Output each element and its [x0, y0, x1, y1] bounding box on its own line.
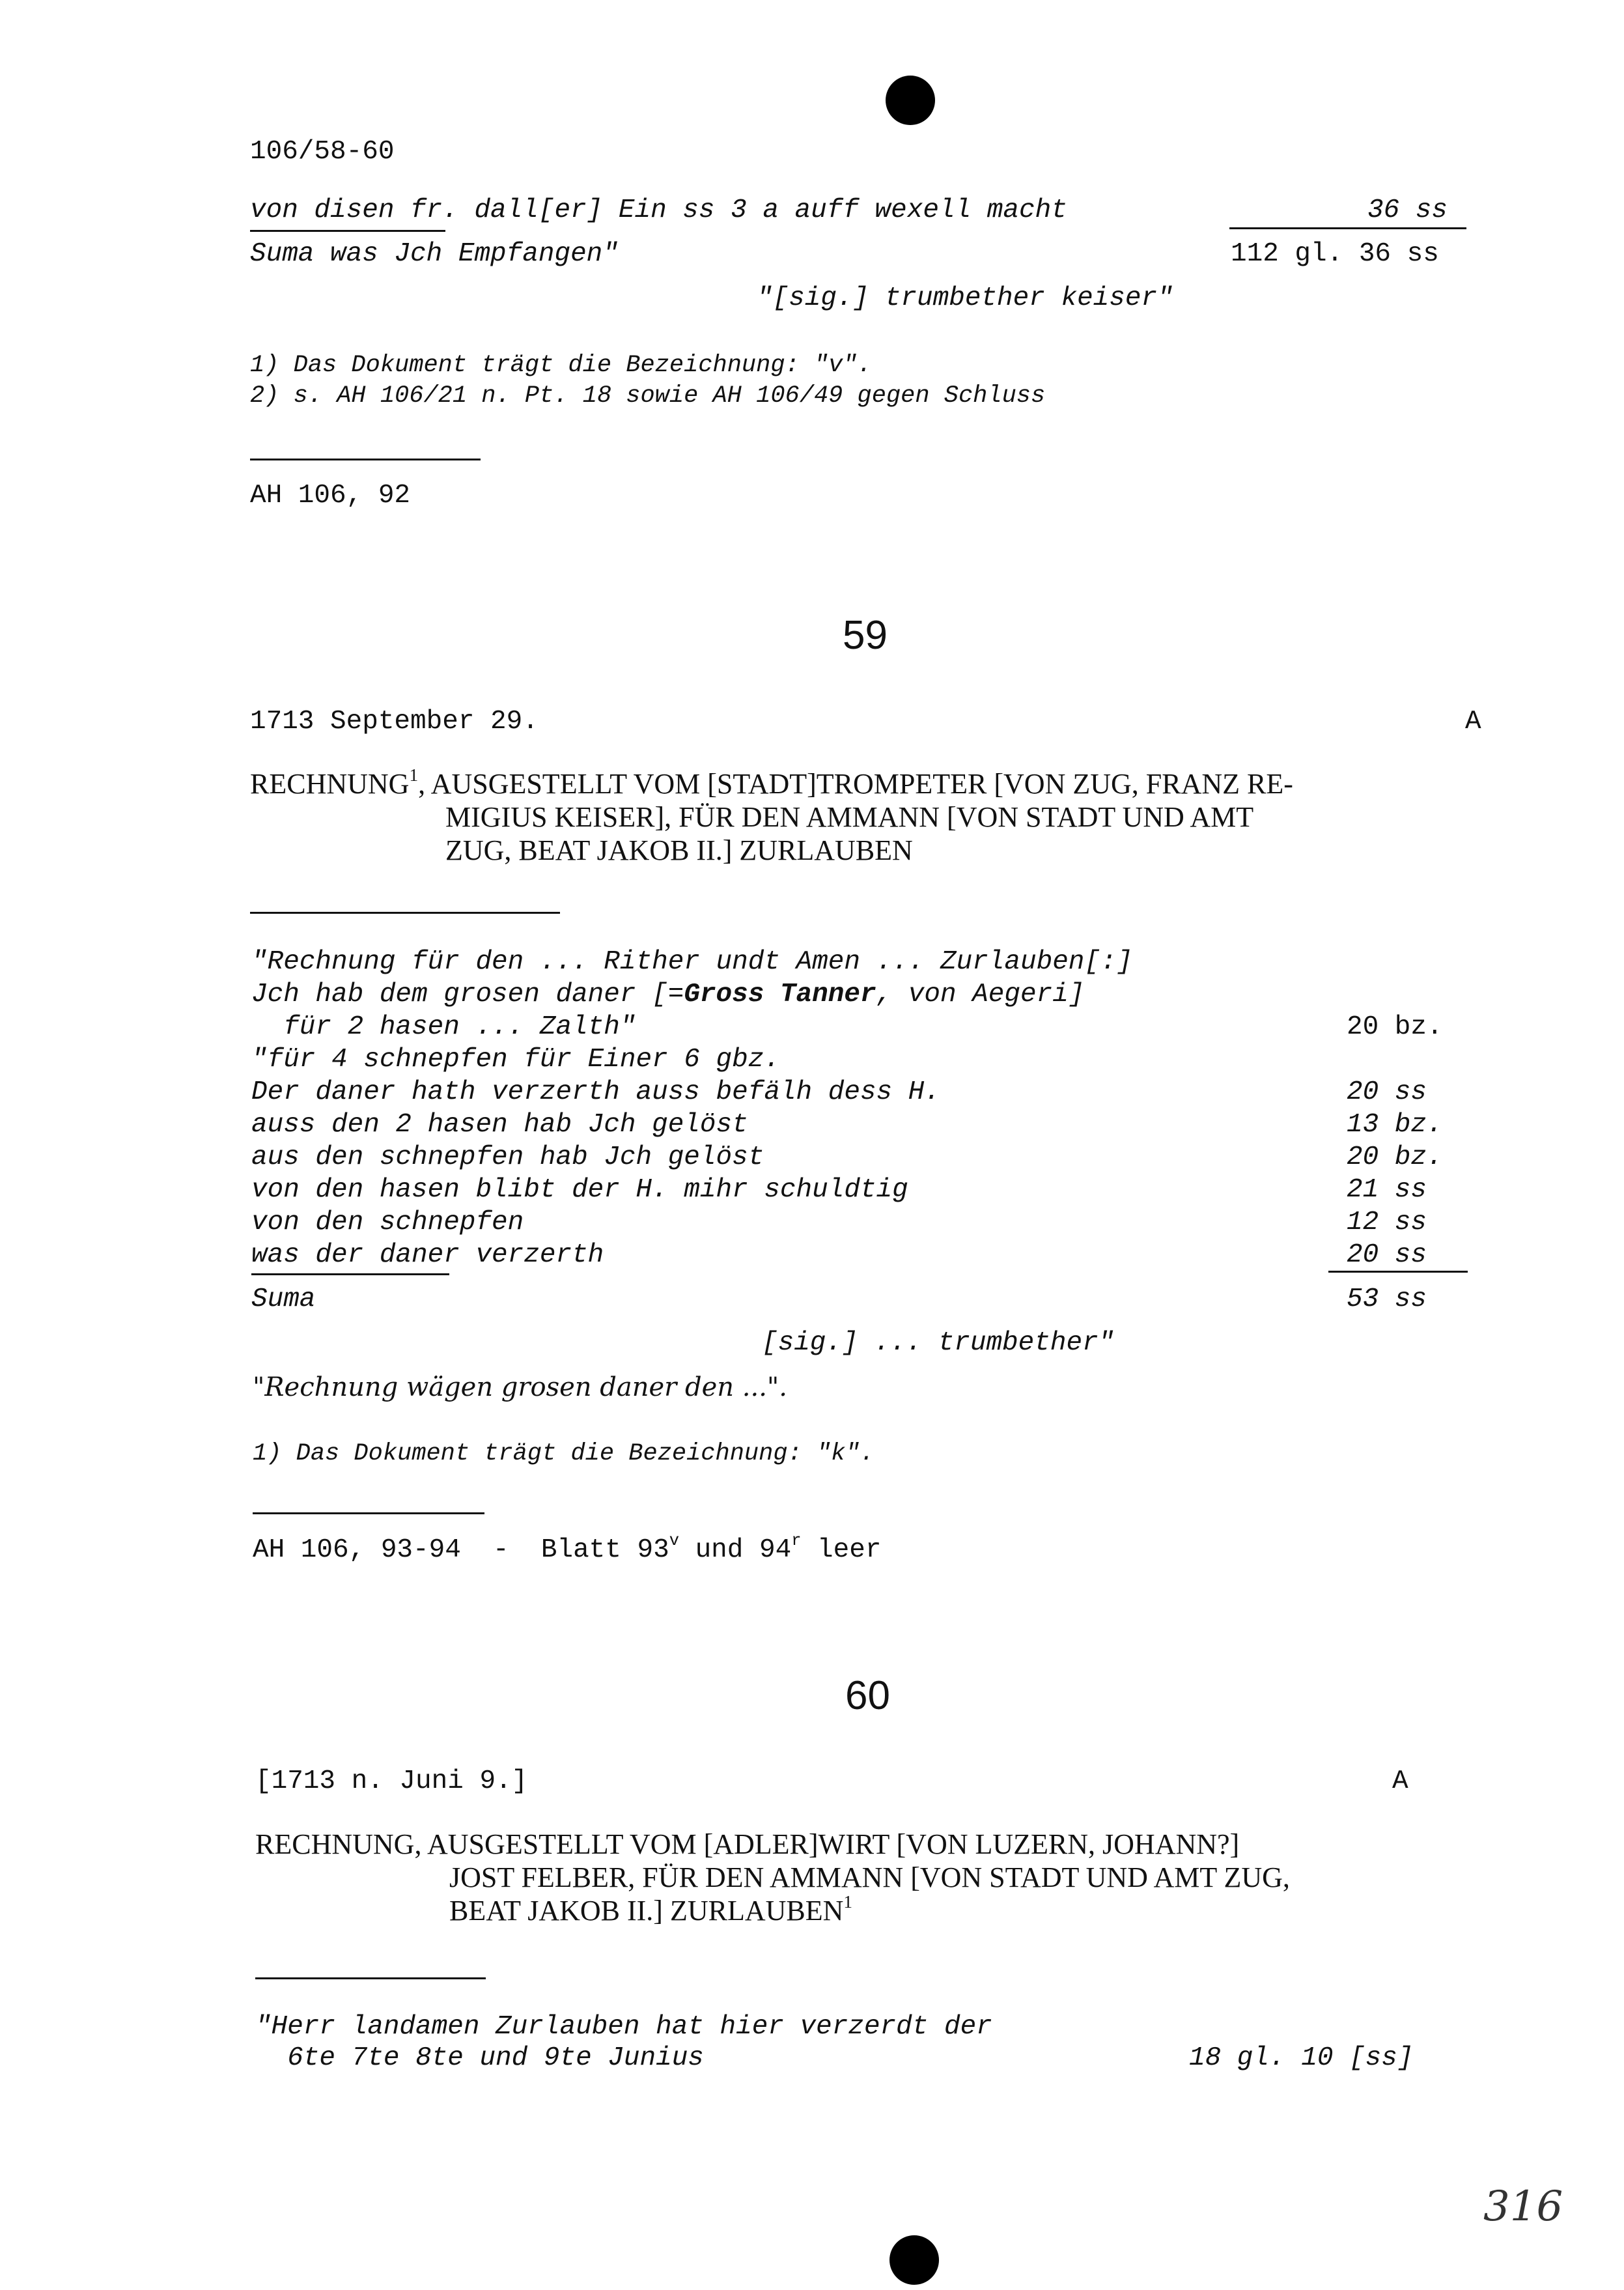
document-number: 60 — [845, 1673, 890, 1718]
transcript-line: was der daner verzerth — [251, 1240, 604, 1270]
amount: 12 ss — [1347, 1208, 1427, 1237]
archive-source: AH 106, 93-94 - Blatt 93$^v$ und 94$^r$ leer — [253, 1531, 882, 1565]
sum-label: Suma — [251, 1284, 316, 1314]
separator-rule — [250, 912, 560, 914]
handwritten-page-number: 316 — [1483, 2183, 1563, 2231]
document-date: 1713 September 29. — [250, 707, 539, 737]
document-title-line: MIGIUS KEISER], FÜR DEN AMMANN [VON STADT UND AMT — [445, 801, 1254, 833]
document-title-line: BEAT JAKOB II.] ZURLAUBEN$^1$ — [449, 1891, 853, 1927]
separator-rule — [253, 1512, 484, 1514]
signature-line: [sig.] ... trumbether" — [762, 1328, 1115, 1358]
punch-hole-bottom — [889, 2235, 939, 2285]
transcript-line: 6te 7te 8te und 9te Junius — [255, 2043, 704, 2073]
transcript-line: "Rechnung für den ... Rither undt Amen ... Zurlauben[:] — [251, 947, 1133, 977]
archive-source: AH 106, 92 — [250, 481, 411, 511]
transcript-line: "Herr landamen Zurlauben hat hier verzerdt der — [255, 2012, 992, 2042]
footnote: 2) s. AH 106/21 n. Pt. 18 sowie AH 106/49 gegen Schluss — [250, 382, 1046, 410]
sum-rule — [1328, 1271, 1468, 1273]
underline — [251, 1273, 449, 1275]
transcript-line: "für 4 schnepfen für Einer 6 gbz. — [251, 1045, 780, 1075]
document-date: [1713 n. Juni 9.] — [255, 1766, 528, 1796]
transcript-line: von den hasen blibt der H. mihr schuldtig — [251, 1175, 908, 1205]
amount: 20 ss — [1347, 1240, 1427, 1270]
amount: 20 ss — [1347, 1077, 1427, 1107]
amount: 20 bz. — [1347, 1142, 1443, 1172]
signature-line: "[sig.] trumbether keiser" — [757, 283, 1173, 313]
endorsement-line: "Rechnung wägen grosen daner den ...". — [253, 1372, 788, 1402]
sum-rule — [1229, 227, 1466, 229]
transcript-line: Jch hab dem grosen daner [=Gross Tanner, von Aegeri] — [251, 980, 1085, 1010]
reference-number: 106/58-60 — [250, 137, 395, 167]
punch-hole-top — [886, 76, 935, 125]
transcript-line: auss den 2 hasen hab Jch gelöst — [251, 1110, 748, 1140]
amount: 13 bz. — [1347, 1110, 1443, 1140]
amount: 20 bz. — [1347, 1012, 1443, 1042]
transcript-line: Suma was Jch Empfangen" — [250, 239, 619, 269]
document-number: 59 — [843, 613, 888, 658]
transcript-line: von disen fr. dall[er] Ein ss 3 a auff wexell macht — [250, 195, 1067, 225]
amount: 21 ss — [1347, 1175, 1427, 1205]
transcript-line: für 2 hasen ... Zalth" — [251, 1012, 636, 1042]
underline — [250, 230, 445, 232]
document-title-line: ZUG, BEAT JAKOB II.] ZURLAUBEN — [445, 834, 913, 866]
document-title-line: JOST FELBER, FÜR DEN AMMANN [VON STADT UND AMT ZUG, — [449, 1861, 1290, 1893]
footnote: 1) Das Dokument trägt die Bezeichnung: "v". — [250, 352, 872, 379]
separator-rule — [250, 459, 481, 460]
transcript-line: von den schnepfen — [251, 1208, 524, 1237]
amount: 36 ss — [1367, 195, 1448, 225]
document-title: RECHNUNG, AUSGESTELLT VOM [ADLER]WIRT [VON LUZERN, JOHANN?] — [255, 1828, 1240, 1860]
sum-amount: 112 gl. 36 ss — [1231, 239, 1439, 269]
document-title: RECHNUNG$^1$, AUSGESTELLT VOM [STADT]TROMPETER [VON ZUG, FRANZ RE- — [250, 765, 1293, 800]
document-mark: A — [1392, 1766, 1408, 1796]
document-mark: A — [1465, 707, 1481, 737]
transcript-line: Der daner hath verzerth auss befälh dess H. — [251, 1077, 940, 1107]
sum-amount: 53 ss — [1347, 1284, 1427, 1314]
amount: 18 gl. 10 [ss] — [1189, 2043, 1414, 2073]
separator-rule — [255, 1977, 486, 1979]
transcript-line: aus den schnepfen hab Jch gelöst — [251, 1142, 764, 1172]
footnote: 1) Das Dokument trägt die Bezeichnung: "k". — [253, 1440, 875, 1467]
